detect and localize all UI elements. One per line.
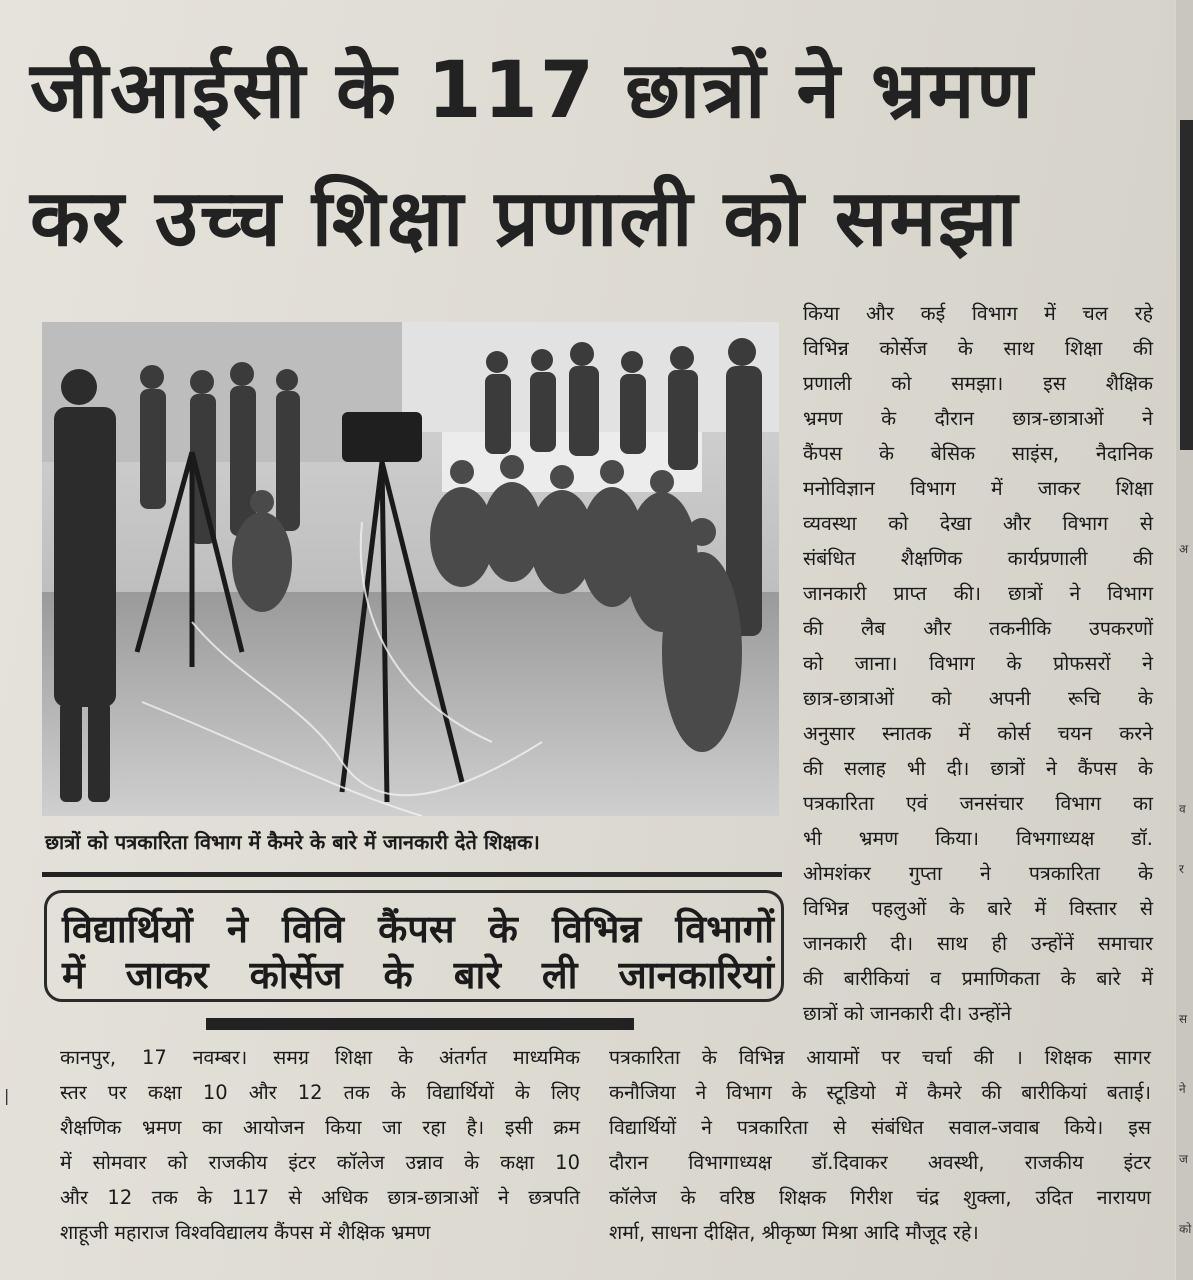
article-text-line: पत्रकारिता के विभिन्न आयामों पर चर्चा की । शिक्षक सागर: [609, 1046, 1151, 1069]
article-text-line: कॉलेज के वरिष्ठ शिक्षक गिरीश चंद्र शुक्ला, उदित नारायण: [609, 1186, 1151, 1209]
article-text-line: प्रणाली को समझा। इस शैक्षिक: [803, 372, 1153, 395]
article-text-line: पत्रकारिता एवं जनसंचार विभाग का: [803, 792, 1153, 815]
photo-caption: छात्रों को पत्रकारिता विभाग में कैमरे के बारे में जानकारी देते शिक्षक।: [45, 830, 540, 854]
article-text-line: की लैब और तकनीकि उपकरणों: [803, 617, 1153, 640]
article-text-line: ओमशंकर गुप्ता ने पत्रकारिता के: [803, 862, 1153, 885]
margin-fragment: |: [4, 1086, 10, 1105]
article-text-line: शैक्षणिक भ्रमण का आयोजन किया जा रहा है। इसी क्रम: [60, 1116, 580, 1139]
article-text-line: शर्मा, साधना दीक्षित, श्रीकृष्ण मिश्रा आदि मौजूद रहे।: [609, 1221, 979, 1244]
article-text-line: शाहूजी महाराज विश्वविद्यालय कैंपस में शैक्षिक भ्रमण: [60, 1221, 431, 1244]
margin-fragment: ने: [1179, 1082, 1186, 1096]
article-text-line: जानकारी दी। साथ ही उन्होंनें समाचार: [803, 932, 1153, 955]
article-column-bottom-left: [60, 1040, 580, 1250]
article-text-line: स्तर पर कक्षा 10 और 12 तक के विद्यार्थियों के लिए: [60, 1081, 580, 1104]
article-text-line: और 12 तक के 117 से अधिक छात्र-छात्राओं ने छत्रपति: [60, 1186, 580, 1209]
article-column-right: [803, 296, 1153, 1031]
news-photo: [42, 322, 779, 816]
divider-rule: [206, 1018, 634, 1030]
news-photo-illustration: [42, 322, 779, 816]
margin-fragment: को: [1179, 1222, 1192, 1236]
headline-line-2: कर उच्च शिक्षा प्रणाली को समझा: [30, 174, 1020, 264]
article-text-line: दौरान विभागाध्यक्ष डॉ.दिवाकर अवस्थी, राजकीय इंटर: [609, 1151, 1151, 1174]
adjacent-photo-fragment: [1180, 120, 1193, 450]
article-text-line: भी भ्रमण किया। विभगाध्यक्ष डॉ.: [803, 827, 1153, 850]
margin-fragment: अ: [1179, 542, 1189, 556]
article-text-line: विभिन्न कोर्सेज के साथ शिक्षा की: [803, 337, 1153, 360]
article-text-line: छात्र-छात्राओं को अपनी रूचि के: [803, 687, 1153, 710]
article-text-line: मनोविज्ञान विभाग में जाकर शिक्षा: [803, 477, 1153, 500]
headline-line-1: जीआईसी के 117 छात्रों ने भ्रमण: [30, 46, 1035, 136]
article-text-line: जानकारी प्राप्त की। छात्रों ने विभाग: [803, 582, 1153, 605]
margin-fragment: र: [1179, 862, 1184, 876]
article-text-line: व्यवस्था को देखा और विभाग से: [803, 512, 1153, 535]
subheadline-line-1: विद्यार्थियों ने विवि कैंपस के विभिन्न विभागों: [62, 907, 774, 951]
article-text-line: कानपुर, 17 नवम्बर। समग्र शिक्षा के अंतर्गत माध्यमिक: [60, 1046, 580, 1069]
article-text-line: विद्यार्थियों ने पत्रकारिता से संबंधित सवाल-जवाब किये। इस: [609, 1116, 1151, 1139]
article-text-line: अनुसार स्नातक में कोर्स चयन करने: [803, 722, 1153, 745]
article-text-line: किया और कई विभाग में चल रहे: [803, 302, 1153, 325]
article-text-line: विभिन्न पहलुओं के बारे में विस्तार से: [803, 897, 1153, 920]
margin-fragment: ज: [1179, 1152, 1188, 1166]
article-text-line: कनौजिया ने विभाग के स्टूडियो में कैमरे की बारीकियां बताई।: [609, 1081, 1151, 1104]
article-text-line: की सलाह भी दी। छात्रों ने कैंपस के: [803, 757, 1153, 780]
divider-rule: [42, 872, 782, 877]
margin-fragment: स: [1179, 1012, 1188, 1026]
article-text-line: छात्रों को जानकारी दी। उन्होंने: [803, 1002, 1012, 1025]
margin-fragment: व: [1179, 802, 1186, 816]
article-column-bottom-right: [609, 1040, 1151, 1250]
adjacent-page-edge: [1176, 0, 1193, 1280]
article-text-line: को जाना। विभाग के प्रोफसरों ने: [803, 652, 1153, 675]
article-text-line: कैंपस के बेसिक साइंस, नैदानिक: [803, 442, 1153, 465]
article-text-line: की बारीकियां व प्रमाणिकता के बारे में: [803, 967, 1153, 990]
article-text-line: संबंधित शैक्षणिक कार्यप्रणाली की: [803, 547, 1153, 570]
article-text-line: में सोमवार को राजकीय इंटर कॉलेज उन्नाव के कक्षा 10: [60, 1151, 580, 1174]
article-text-line: भ्रमण के दौरान छात्र-छात्राओं ने: [803, 407, 1153, 430]
subheadline-line-2: में जाकर कोर्सेज के बारे ली जानकारियां: [62, 953, 774, 997]
